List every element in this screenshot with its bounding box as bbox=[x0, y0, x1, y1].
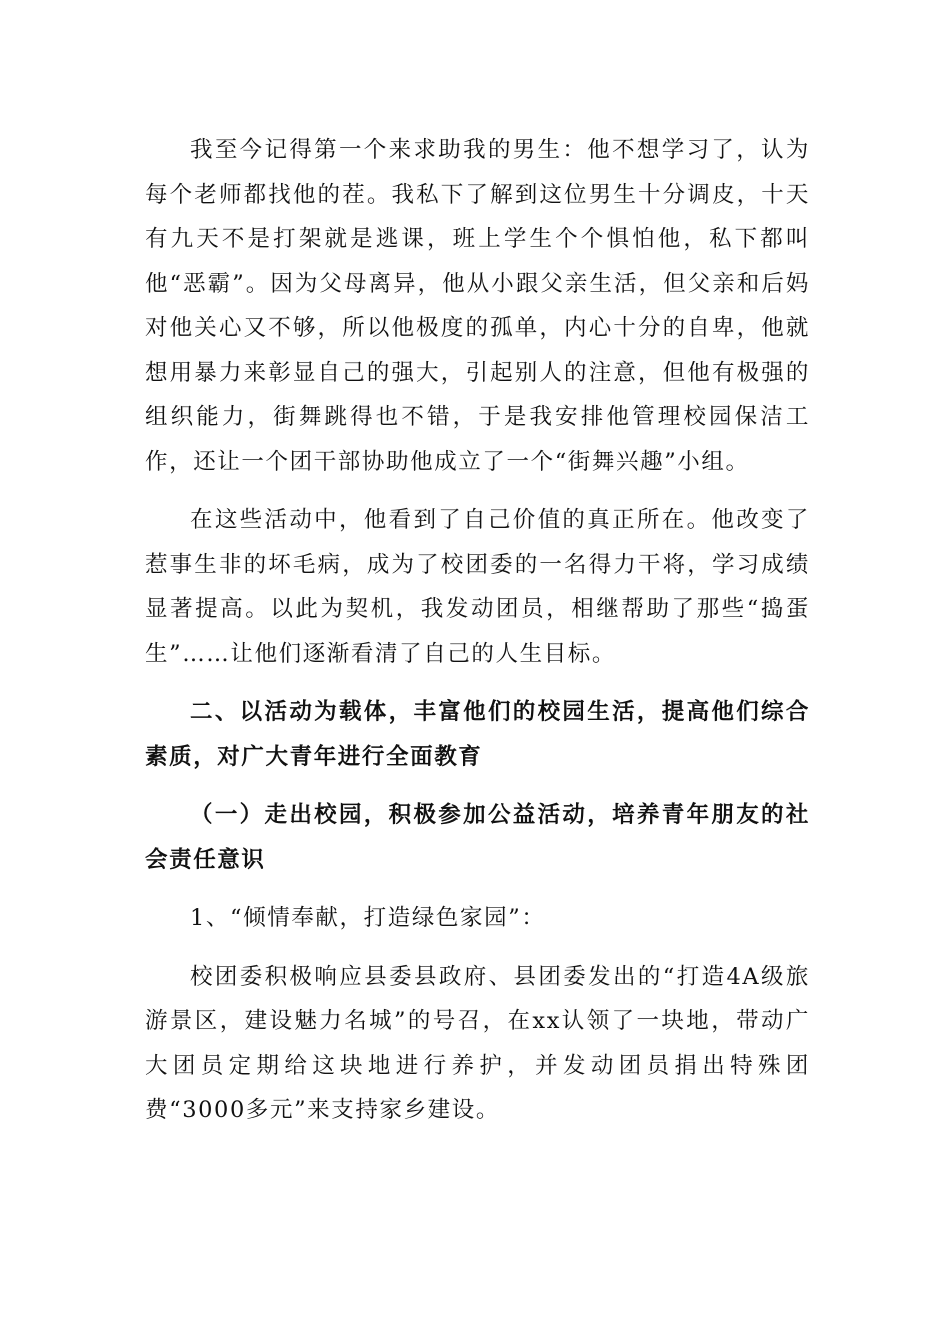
paragraph-story: 我至今记得第一个来求助我的男生：他不想学习了，认为每个老师都找他的茬。我私下了解到这位男生十分调皮，十天有九天不是打架就是逃课，班上学生个个惧怕他，私下都叫他“恶霸”。因为父母离异，他从小跟父亲生活，但父亲和后妈对他关心又不够，所以他极度的孤单，内心十分的自卑，他就想用暴力来彰显自己的强大，引起别人的注意，但他有极强的组织能力，街舞跳得也不错，于是我安排他管理校园保洁工作，还让一个团干部协助他成立了一个“街舞兴趣”小组。 bbox=[145, 137, 810, 475]
item-body: 校团委积极响应县委县政府、县团委发出的“打造4A级旅游景区，建设魅力名城”的号召，在xx认领了一块地，带动广大团员定期给这块地进行养护，并发动团员捐出特殊团费“3000多元”来支持家乡建设。 bbox=[145, 963, 810, 1123]
document-body bbox=[145, 128, 810, 1147]
item-title: 1、“倾情奉献，打造绿色家园”： bbox=[190, 905, 546, 931]
subsection-heading: （一）走出校园，积极参加公益活动，培养青年朋友的社会责任意识 bbox=[145, 802, 810, 873]
section-heading: 二、以活动为载体，丰富他们的校园生活，提高他们综合素质，对广大青年进行全面教育 bbox=[145, 699, 810, 770]
paragraph-outcome: 在这些活动中，他看到了自己价值的真正所在。他改变了惹事生非的坏毛病，成为了校团委的一名得力干将，学习成绩显著提高。以此为契机，我发动团员，相继帮助了那些“捣蛋生”……让他们逐渐看清了自己的人生目标。 bbox=[145, 507, 810, 667]
